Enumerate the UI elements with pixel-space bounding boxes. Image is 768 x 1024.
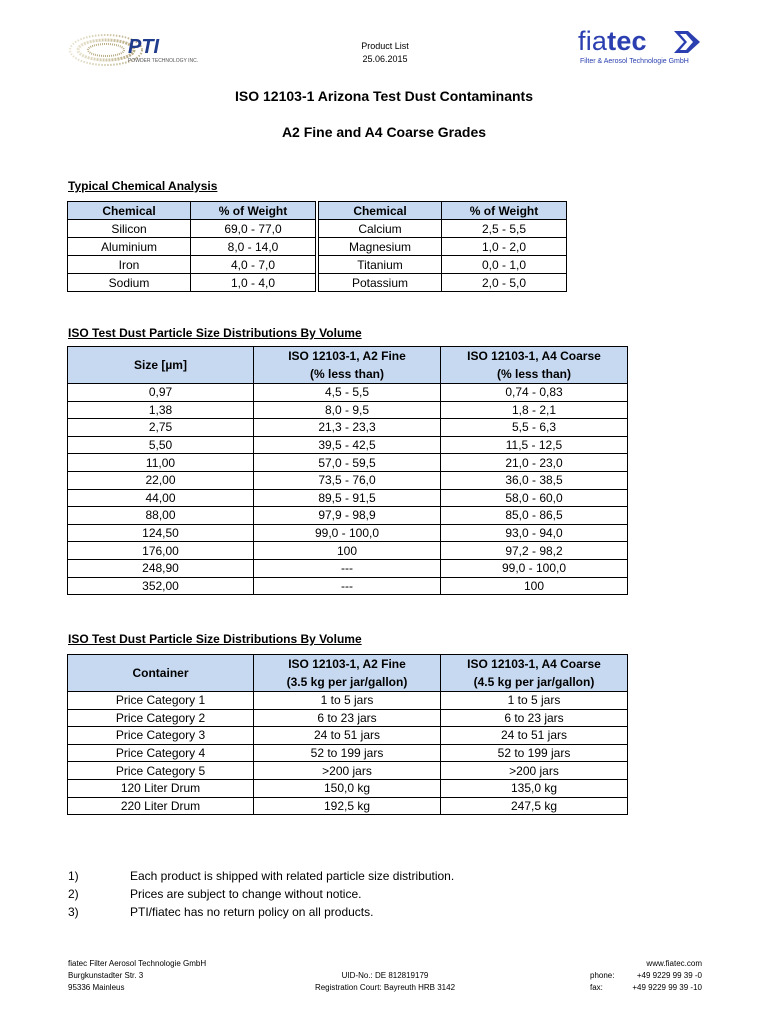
table-cell: 4,5 - 5,5 — [254, 384, 441, 402]
table-cell: 52 to 199 jars — [254, 744, 441, 762]
note-number: 2) — [68, 887, 79, 901]
table-cell: 93,0 - 94,0 — [441, 524, 628, 542]
table-cell: Potassium — [319, 274, 442, 292]
column-header-a2-fine — [254, 655, 441, 692]
table-cell: 0,74 - 0,83 — [441, 384, 628, 402]
note-text: Each product is shipped with related particle size distribution. — [130, 869, 455, 883]
header-line: ISO 12103-1, A2 Fine — [288, 349, 406, 363]
footer-address — [68, 958, 206, 994]
note-text: Prices are subject to change without notice. — [130, 887, 362, 901]
table-row — [68, 744, 628, 762]
table-cell: 352,00 — [68, 577, 254, 595]
table-cell: Price Category 4 — [68, 744, 254, 762]
column-header-container: Container — [68, 655, 254, 692]
table-cell: Iron — [68, 256, 191, 274]
header-line: (4.5 kg per jar/gallon) — [473, 675, 595, 689]
table-row — [68, 779, 628, 797]
table-cell: 120 Liter Drum — [68, 779, 254, 797]
psd-heading: ISO Test Dust Particle Size Distributions By Volume — [68, 326, 362, 340]
table-cell: 21,3 - 23,3 — [254, 419, 441, 437]
fiatec-logo-sub: Filter & Aerosol Technologie GmbH — [580, 58, 689, 65]
table-cell: 124,50 — [68, 524, 254, 542]
table-cell: 1 to 5 jars — [441, 692, 628, 710]
table-cell: >200 jars — [441, 762, 628, 780]
fiatec-arrow-icon — [674, 31, 700, 53]
table-cell: 1,8 - 2,1 — [441, 401, 628, 419]
table-row — [68, 238, 567, 256]
fiatec-logo-fia: fia — [578, 26, 608, 56]
table-cell: 150,0 kg — [254, 779, 441, 797]
table-cell: 99,0 - 100,0 — [441, 559, 628, 577]
table-cell: 176,00 — [68, 542, 254, 560]
column-header-a4-coarse — [441, 347, 628, 384]
table-cell: 22,00 — [68, 471, 254, 489]
footer-phone-row — [560, 970, 702, 982]
price-heading: ISO Test Dust Particle Size Distributions By Volume — [68, 632, 362, 646]
table-row — [68, 727, 628, 745]
table-row — [68, 419, 628, 437]
price-table-body — [68, 692, 628, 815]
pti-logo-sub: POWDER TECHNOLOGY INC. — [128, 58, 199, 64]
table-row — [68, 542, 628, 560]
table-cell: 1,0 - 2,0 — [442, 238, 567, 256]
table-row — [68, 709, 628, 727]
footer-city: 95336 Mainleus — [68, 983, 125, 992]
table-cell: 8,0 - 14,0 — [191, 238, 316, 256]
table-cell: 6 to 23 jars — [254, 709, 441, 727]
phone-label: phone: — [590, 971, 615, 980]
table-cell: 0,0 - 1,0 — [442, 256, 567, 274]
table-cell: 247,5 kg — [441, 797, 628, 815]
fiatec-logo-tec: tec — [607, 26, 647, 56]
table-cell: 24 to 51 jars — [441, 727, 628, 745]
footer-registration — [300, 970, 470, 994]
table-cell: 97,9 - 98,9 — [254, 507, 441, 525]
table-cell: Aluminium — [68, 238, 191, 256]
pti-logo — [68, 28, 198, 72]
table-row — [68, 577, 628, 595]
note-item — [68, 869, 454, 883]
table-cell: 1 to 5 jars — [254, 692, 441, 710]
table-cell: 8,0 - 9,5 — [254, 401, 441, 419]
table-cell: 89,5 - 91,5 — [254, 489, 441, 507]
table-cell: 21,0 - 23,0 — [441, 454, 628, 472]
table-cell: 58,0 - 60,0 — [441, 489, 628, 507]
table-cell: 0,97 — [68, 384, 254, 402]
table-cell: Price Category 1 — [68, 692, 254, 710]
table-cell: 4,0 - 7,0 — [191, 256, 316, 274]
table-cell: 39,5 - 42,5 — [254, 436, 441, 454]
header-line: ISO 12103-1, A2 Fine — [288, 657, 406, 671]
table-header-row — [68, 347, 628, 384]
table-cell: Price Category 3 — [68, 727, 254, 745]
document-title: ISO 12103-1 Arizona Test Dust Contaminants — [235, 88, 533, 104]
table-cell: 73,5 - 76,0 — [254, 471, 441, 489]
table-cell: 5,5 - 6,3 — [441, 419, 628, 437]
header-line: (% less than) — [309, 367, 384, 381]
table-row — [68, 797, 628, 815]
table-cell: --- — [254, 559, 441, 577]
header-line: (3.5 kg per jar/gallon) — [286, 675, 408, 689]
note-item — [68, 905, 373, 919]
table-cell: 220 Liter Drum — [68, 797, 254, 815]
chemical-analysis-heading: Typical Chemical Analysis — [68, 179, 218, 193]
fax-number: +49 9229 99 39 -10 — [632, 983, 702, 992]
footer-contact — [560, 958, 702, 994]
table-cell: 97,2 - 98,2 — [441, 542, 628, 560]
footer-uid: UID-No.: DE 812819179 — [341, 971, 429, 980]
table-cell: 69,0 - 77,0 — [191, 220, 316, 238]
table-row — [68, 762, 628, 780]
header-line: ISO 12103-1, A4 Coarse — [467, 349, 601, 363]
footer-fax-row — [560, 982, 702, 994]
table-row — [68, 256, 567, 274]
table-cell: 1,0 - 4,0 — [191, 274, 316, 292]
table-cell: 192,5 kg — [254, 797, 441, 815]
chemical-analysis-table — [67, 201, 567, 292]
table-row — [68, 471, 628, 489]
note-text: PTI/fiatec has no return policy on all products. — [130, 905, 374, 919]
footer-street: Burgkunstadter Str. 3 — [68, 971, 144, 980]
footer-company: fiatec Filter Aerosol Technologie GmbH — [68, 959, 207, 968]
table-cell: 44,00 — [68, 489, 254, 507]
table-cell: 57,0 - 59,5 — [254, 454, 441, 472]
table-cell: 5,50 — [68, 436, 254, 454]
table-cell: Price Category 2 — [68, 709, 254, 727]
table-row — [68, 559, 628, 577]
table-row — [68, 274, 567, 292]
table-row — [68, 489, 628, 507]
table-row — [68, 384, 628, 402]
table-cell: Magnesium — [319, 238, 442, 256]
price-table — [67, 654, 628, 815]
table-cell: Silicon — [68, 220, 191, 238]
table-cell: 2,75 — [68, 419, 254, 437]
table-cell: 1,38 — [68, 401, 254, 419]
table-cell: Calcium — [319, 220, 442, 238]
fiatec-logo-wordmark — [578, 26, 647, 56]
table-cell: 11,5 - 12,5 — [441, 436, 628, 454]
column-header-a4-coarse — [441, 655, 628, 692]
column-header: Chemical — [68, 202, 191, 220]
table-cell: >200 jars — [254, 762, 441, 780]
table-row — [68, 401, 628, 419]
table-cell: 88,00 — [68, 507, 254, 525]
psd-table-body — [68, 384, 628, 595]
table-cell: Price Category 5 — [68, 762, 254, 780]
document-subtitle: A2 Fine and A4 Coarse Grades — [281, 124, 487, 140]
fiatec-logo — [560, 26, 710, 71]
table-cell: Titanium — [319, 256, 442, 274]
note-item — [68, 887, 361, 901]
document-meta — [330, 40, 440, 66]
table-cell: 135,0 kg — [441, 779, 628, 797]
column-header: % of Weight — [442, 202, 567, 220]
document-date: 25.06.2015 — [362, 54, 408, 64]
table-cell: 2,5 - 5,5 — [442, 220, 567, 238]
table-cell: 52 to 199 jars — [441, 744, 628, 762]
table-row — [68, 524, 628, 542]
table-cell: 100 — [254, 542, 441, 560]
table-cell: 11,00 — [68, 454, 254, 472]
table-row — [68, 507, 628, 525]
table-cell: 2,0 - 5,0 — [442, 274, 567, 292]
footer-website[interactable]: www.fiatec.com — [646, 959, 702, 968]
column-header: Chemical — [319, 202, 442, 220]
product-list-label: Product List — [361, 41, 409, 51]
table-cell: 6 to 23 jars — [441, 709, 628, 727]
note-number: 1) — [68, 869, 79, 883]
table-header-row — [68, 655, 628, 692]
table-header-row — [68, 202, 567, 220]
table-cell: 36,0 - 38,5 — [441, 471, 628, 489]
table-row — [68, 454, 628, 472]
table-cell: 24 to 51 jars — [254, 727, 441, 745]
table-row — [68, 220, 567, 238]
table-row — [68, 692, 628, 710]
table-cell: 100 — [441, 577, 628, 595]
table-cell: Sodium — [68, 274, 191, 292]
table-cell: 99,0 - 100,0 — [254, 524, 441, 542]
table-cell: --- — [254, 577, 441, 595]
header-line: (% less than) — [496, 367, 571, 381]
fax-label: fax: — [590, 983, 603, 992]
psd-table — [67, 346, 628, 595]
table-row — [68, 436, 628, 454]
column-header-size: Size [µm] — [68, 347, 254, 384]
phone-number: +49 9229 99 39 -0 — [636, 971, 702, 980]
footer-court: Registration Court: Bayreuth HRB 3142 — [314, 983, 456, 992]
column-header-a2-fine — [254, 347, 441, 384]
column-header: % of Weight — [191, 202, 316, 220]
header-line: ISO 12103-1, A4 Coarse — [467, 657, 601, 671]
note-number: 3) — [68, 905, 79, 919]
pti-logo-name: PTI — [128, 36, 160, 58]
table-cell: 248,90 — [68, 559, 254, 577]
table-cell: 85,0 - 86,5 — [441, 507, 628, 525]
